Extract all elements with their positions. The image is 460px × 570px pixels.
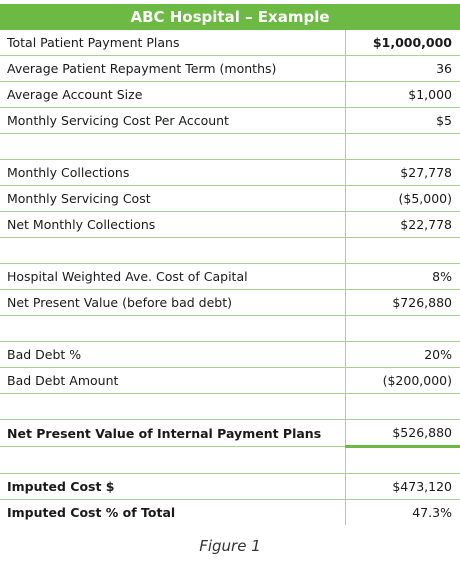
row-value	[346, 447, 460, 474]
row-value: $27,778	[346, 160, 460, 186]
row-value: ($200,000)	[346, 368, 460, 394]
row-label	[0, 394, 346, 420]
row-label: Net Present Value (before bad debt)	[0, 290, 346, 316]
row-value: 47.3%	[412, 505, 452, 520]
table-row	[0, 474, 460, 500]
row-value	[346, 238, 460, 264]
spacer-row	[0, 134, 460, 160]
row-label: Monthly Servicing Cost Per Account	[0, 108, 346, 134]
row-label: Imputed Cost $	[0, 474, 346, 500]
row-value: $1,000	[346, 82, 460, 108]
figure-caption: Figure 1	[199, 537, 261, 555]
table-row	[0, 56, 460, 82]
row-value: $473,120	[346, 474, 460, 500]
spacer-row	[0, 316, 460, 342]
row-label: Hospital Weighted Ave. Cost of Capital	[0, 264, 346, 290]
financial-table	[0, 30, 460, 525]
row-value: $526,880	[346, 420, 460, 447]
example-table	[0, 4, 460, 525]
row-value: $22,778	[346, 212, 460, 238]
row-label: Bad Debt Amount	[0, 368, 346, 394]
table-row	[0, 30, 460, 56]
row-label: Monthly Collections	[0, 160, 346, 186]
row-value: ($5,000)	[346, 186, 460, 212]
npv-total-row	[0, 420, 460, 447]
table-row	[0, 500, 460, 526]
row-label: Monthly Servicing Cost	[0, 186, 346, 212]
row-value: 36	[346, 56, 460, 82]
row-label: Average Patient Repayment Term (months)	[0, 56, 346, 82]
row-label: Bad Debt %	[0, 342, 346, 368]
table-title: ABC Hospital – Example	[0, 4, 460, 30]
spacer-row	[0, 394, 460, 420]
row-value	[346, 394, 460, 420]
row-label: Imputed Cost % of Total	[0, 500, 346, 526]
table-row	[0, 264, 460, 290]
row-label: Total Patient Payment Plans	[0, 30, 346, 56]
row-value: 8%	[346, 264, 460, 290]
row-value: $726,880	[346, 290, 460, 316]
row-label: Net Monthly Collections	[0, 212, 346, 238]
row-value: $5	[346, 108, 460, 134]
row-value: 20%	[346, 342, 460, 368]
spacer-row	[0, 447, 460, 474]
row-label	[0, 238, 346, 264]
row-label	[0, 447, 346, 474]
table-row	[0, 108, 460, 134]
table-row	[0, 290, 460, 316]
table-row	[0, 82, 460, 108]
table-row	[0, 160, 460, 186]
spacer-row	[0, 238, 460, 264]
table-row	[0, 186, 460, 212]
row-value	[346, 134, 460, 160]
row-label: Net Present Value of Internal Payment Plans	[0, 420, 346, 447]
row-value: $1,000,000	[346, 30, 460, 56]
table-row	[0, 342, 460, 368]
table-row	[0, 368, 460, 394]
row-value	[346, 316, 460, 342]
row-label	[0, 316, 346, 342]
table-row	[0, 212, 460, 238]
row-label	[0, 134, 346, 160]
row-label: Average Account Size	[0, 82, 346, 108]
